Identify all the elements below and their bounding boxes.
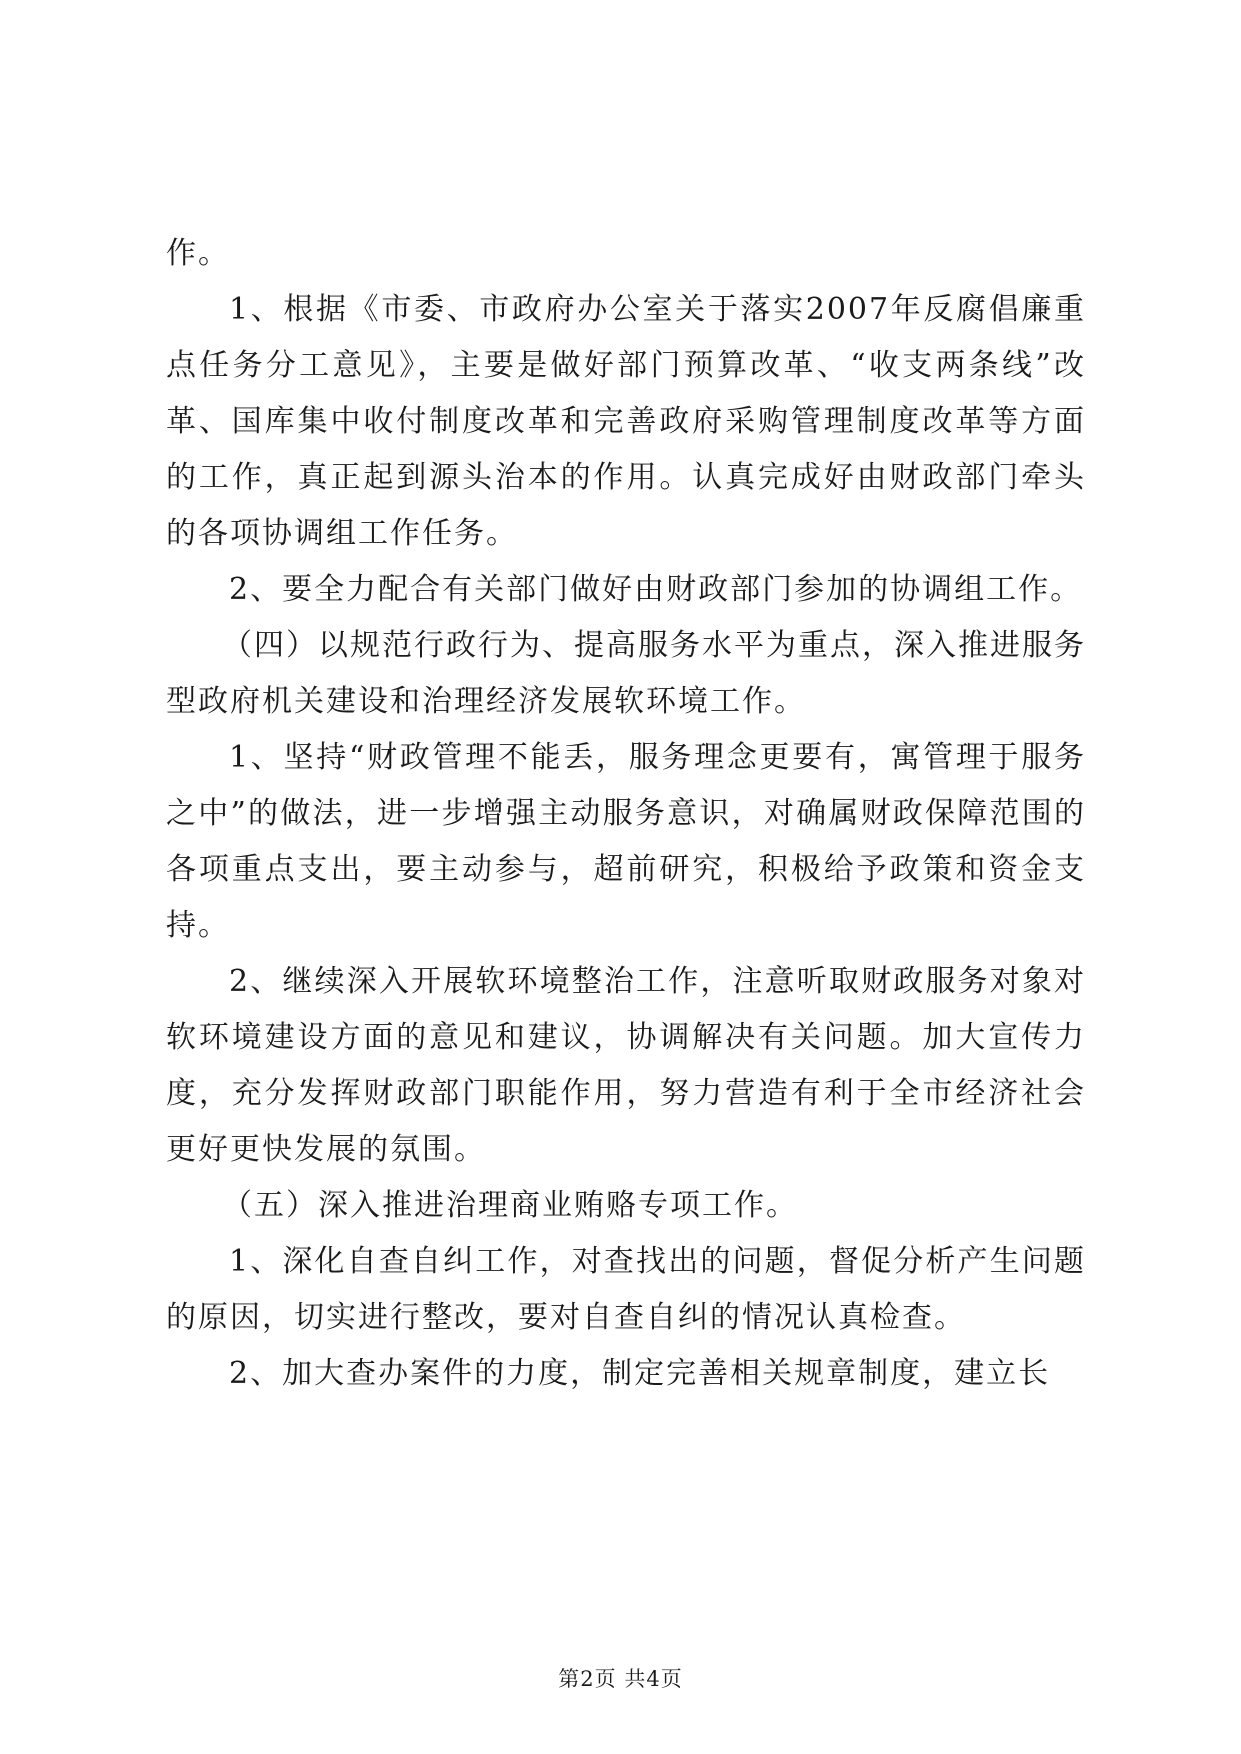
paragraph-item-2-cases: 2、加大查办案件的力度，制定完善相关规章制度，建立长 — [229, 1356, 1051, 1391]
paragraph-item-1-service: 1、坚持“财政管理不能丢，服务理念更要有，寓管理于服务之中”的做法，进一步增强主动服务意识，对确属财政保障范围的各项重点支出，要主动参与，超前研究，积极给予政策和资金支持。 — [166, 740, 1086, 943]
paragraph-item-2-coordination: 2、要全力配合有关部门做好由财政部门参加的协调组工作。 — [229, 572, 1083, 607]
section-heading-five: （五）深入推进治理商业贿赂专项工作。 — [222, 1188, 798, 1223]
paragraph-item-1-self-check: 1、深化自查自纠工作，对查找出的问题，督促分析产生问题的原因，切实进行整改，要对自查自纠的情况认真检查。 — [166, 1244, 1086, 1335]
page-number-label: 第2页 共4页 — [558, 1667, 683, 1691]
paragraph-item-2-environment: 2、继续深入开展软环境整治工作，注意听取财政服务对象对软环境建设方面的意见和建议，协调解决有关问题。加大宣传力度，充分发挥财政部门职能作用，努力营造有利于全市经济社会更好更快发展的氛围。 — [166, 964, 1086, 1167]
paragraph-item-1-reform: 1、根据《市委、市政府办公室关于落实2007年反腐倡廉重点任务分工意见》，主要是做好部门预算改革、“收支两条线”改革、国库集中收付制度改革和完善政府采购管理制度改革等方面的工作，真正起到源头治本的作用。认真完成好由财政部门牵头的各项协调组工作任务。 — [166, 292, 1086, 551]
page-footer — [0, 1665, 1241, 1693]
document-body — [166, 226, 1086, 1402]
paragraph-continuation: 作。 — [166, 236, 230, 271]
section-heading-four: （四）以规范行政行为、提高服务水平为重点，深入推进服务型政府机关建设和治理经济发展软环境工作。 — [166, 628, 1086, 719]
